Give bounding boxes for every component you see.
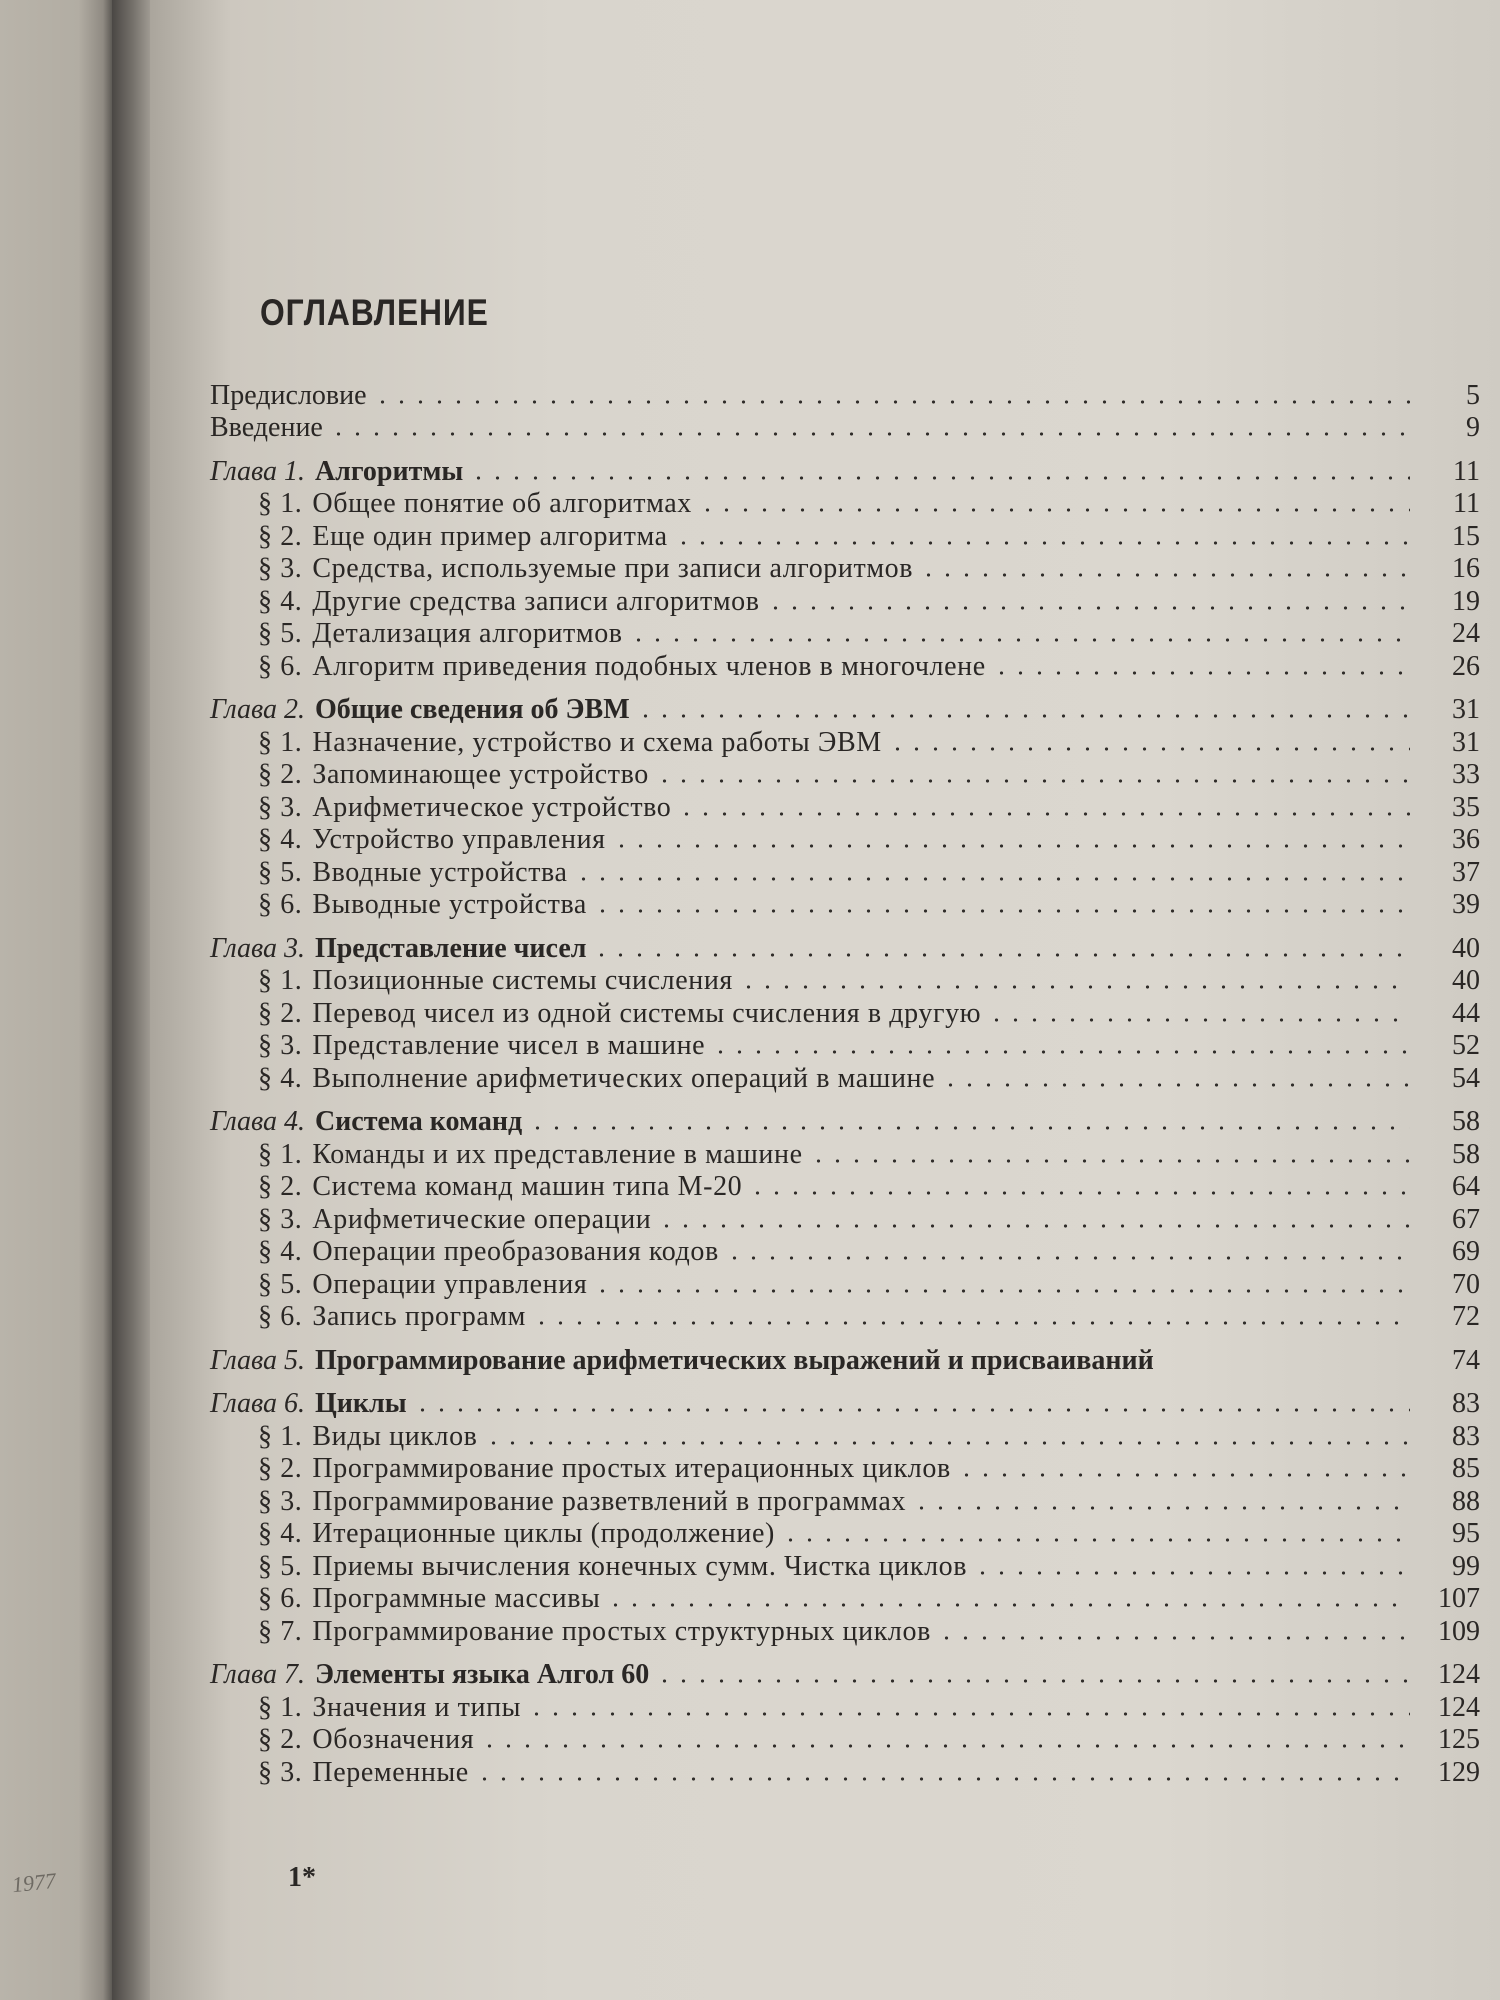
- page-number: 83: [1452, 1388, 1480, 1419]
- dot-leader: [480, 1743, 1410, 1749]
- toc-entry[interactable]: [210, 1138, 1480, 1171]
- section-title: Команды и их представление в машине: [312, 1138, 803, 1170]
- toc-entry[interactable]: [210, 889, 1480, 922]
- toc-entry[interactable]: [210, 1420, 1480, 1453]
- dot-leader: [987, 1017, 1410, 1023]
- dot-leader: [612, 843, 1410, 849]
- toc-entry[interactable]: [210, 1236, 1480, 1269]
- section-title: Перевод чисел из одной системы счисления в другую: [312, 997, 982, 1029]
- chapter-prefix: Глава 1.: [210, 455, 305, 487]
- page-number: 39: [1452, 889, 1480, 920]
- section-title: Программирование простых итерационных циклов: [312, 1453, 951, 1484]
- section-title: Операции управления: [312, 1268, 588, 1300]
- section-heading: [210, 857, 568, 889]
- section-mark: § 2.: [258, 520, 303, 552]
- chapter-heading: [210, 694, 630, 726]
- section-title: Выполнение арифметических операций в машине: [312, 1062, 936, 1094]
- toc-entry[interactable]: [210, 1691, 1480, 1724]
- chapter-heading: [210, 933, 586, 965]
- chapter-prefix: Глава 5.: [210, 1344, 305, 1376]
- dot-leader: [528, 1125, 1410, 1131]
- section-heading: [210, 965, 733, 997]
- dot-leader: [941, 1082, 1410, 1088]
- section-heading: [210, 1269, 587, 1301]
- page-number: 109: [1438, 1615, 1480, 1647]
- section-title: Переменные: [312, 1756, 469, 1788]
- toc-entry[interactable]: [210, 1485, 1480, 1518]
- section-heading: [210, 1518, 775, 1550]
- toc-entry[interactable]: [210, 1268, 1480, 1301]
- page-number: 15: [1452, 520, 1480, 552]
- section-title: Виды циклов: [312, 1420, 478, 1452]
- chapter-title: Программирование арифметических выражений и присваиваний: [314, 1344, 1154, 1376]
- toc-entry[interactable]: [210, 1453, 1480, 1486]
- section-title: Приемы вычисления конечных сумм. Чистка циклов: [312, 1550, 968, 1582]
- page-number: 52: [1452, 1030, 1480, 1061]
- page-number: 9: [1466, 412, 1480, 443]
- dot-leader: [484, 1440, 1411, 1446]
- section-title: Запись программ: [312, 1301, 526, 1332]
- page-number: 88: [1452, 1485, 1480, 1517]
- section-title: Итерационные циклы (продолжение): [312, 1518, 775, 1549]
- section-mark: § 3.: [258, 791, 303, 823]
- dot-leader: [593, 1288, 1410, 1294]
- toc-entry[interactable]: [210, 455, 1480, 488]
- section-title: Алгоритм приведения подобных членов в многочлене: [312, 650, 986, 682]
- toc-entry[interactable]: [210, 965, 1480, 998]
- section-mark: § 1.: [258, 965, 303, 996]
- toc-entry[interactable]: [210, 694, 1480, 727]
- chapter-title: Циклы: [314, 1388, 407, 1419]
- page-number: 64: [1452, 1171, 1480, 1202]
- section-title: Позиционные системы счисления: [312, 965, 733, 996]
- section-mark: § 6.: [258, 1583, 303, 1614]
- page-number: 33: [1452, 759, 1480, 790]
- section-mark: § 6.: [258, 889, 303, 920]
- section-title: Общее понятие об алгоритмах: [312, 488, 692, 519]
- toc-entry[interactable]: [210, 726, 1480, 759]
- page-number: 44: [1452, 997, 1480, 1029]
- toc-entry[interactable]: [210, 1724, 1480, 1757]
- section-mark: § 2.: [258, 1724, 303, 1755]
- page-number: 58: [1452, 1138, 1480, 1170]
- chapter-prefix: Глава 7.: [210, 1659, 305, 1690]
- section-heading: [210, 1692, 521, 1724]
- section-mark: § 3.: [258, 1030, 303, 1061]
- chapter-heading: [210, 1106, 522, 1138]
- toc-entry[interactable]: [210, 488, 1480, 521]
- section-heading: [210, 998, 981, 1030]
- section-mark: § 4.: [258, 824, 303, 855]
- section-heading: [210, 521, 668, 553]
- section-mark: § 3.: [258, 1756, 303, 1788]
- toc-entry[interactable]: [210, 759, 1480, 792]
- dot-leader: [373, 399, 1410, 405]
- section-mark: § 1.: [258, 1138, 303, 1170]
- book-gutter: [112, 0, 150, 2000]
- section-heading: [210, 1757, 469, 1789]
- section-title: Вводные устройства: [312, 856, 568, 888]
- section-heading: [210, 651, 986, 683]
- section-mark: § 5.: [258, 1550, 303, 1582]
- section-mark: § 3.: [258, 1485, 303, 1517]
- page-number: 83: [1452, 1420, 1480, 1452]
- section-heading: [210, 824, 606, 856]
- page-number: 26: [1452, 650, 1480, 682]
- toc-entry[interactable]: [210, 650, 1480, 683]
- page-number: 31: [1452, 726, 1480, 758]
- chapter-heading: [210, 456, 463, 488]
- toc-entry[interactable]: [210, 824, 1480, 857]
- section-mark: § 4.: [258, 585, 303, 617]
- section-heading: [210, 1453, 951, 1485]
- toc-entry[interactable]: [210, 1615, 1480, 1648]
- chapter-prefix: Глава 4.: [210, 1106, 305, 1137]
- section-title: Назначение, устройство и схема работы ЭВМ: [312, 726, 882, 758]
- section-mark: § 5.: [258, 1268, 303, 1300]
- chapter-prefix: Глава 2.: [210, 694, 305, 725]
- section-mark: § 2.: [258, 759, 303, 790]
- page-number: 54: [1452, 1062, 1480, 1094]
- toc-entry[interactable]: [210, 1388, 1480, 1421]
- chapter-title: Общие сведения об ЭВМ: [314, 694, 630, 725]
- section-heading: [210, 1171, 742, 1203]
- toc-entry[interactable]: [210, 520, 1480, 553]
- toc-entry[interactable]: [210, 856, 1480, 889]
- page-number: 107: [1438, 1583, 1480, 1614]
- dot-leader: [592, 952, 1410, 958]
- section-heading: [210, 1421, 478, 1453]
- dot-leader: [973, 1570, 1410, 1576]
- section-title: Другие средства записи алгоритмов: [312, 585, 760, 617]
- section-mark: § 2.: [258, 1453, 303, 1484]
- section-mark: § 2.: [258, 997, 303, 1029]
- section-title: Средства, используемые при записи алгоритмов: [312, 553, 914, 584]
- dot-leader: [629, 637, 1410, 643]
- section-mark: § 3.: [258, 1203, 303, 1235]
- entry-label: Введение: [210, 412, 323, 443]
- dot-leader: [725, 1255, 1410, 1261]
- section-heading: [210, 618, 623, 650]
- page-number: 11: [1453, 455, 1480, 487]
- page-number: 16: [1452, 553, 1480, 584]
- toc-entry[interactable]: [210, 380, 1480, 412]
- section-heading: [210, 759, 649, 791]
- dot-leader: [532, 1320, 1410, 1326]
- dot-leader: [937, 1635, 1410, 1641]
- toc-entry[interactable]: [210, 553, 1480, 586]
- chapter-prefix: Глава 3.: [210, 932, 305, 964]
- dot-leader: [593, 908, 1410, 914]
- dot-leader: [475, 1776, 1410, 1782]
- toc-entry[interactable]: [210, 1030, 1480, 1063]
- chapter-title: Элементы языка Алгол 60: [314, 1659, 650, 1690]
- dot-leader: [636, 713, 1410, 719]
- section-title: Программирование разветвлений в программах: [312, 1485, 907, 1517]
- section-title: Представление чисел в машине: [312, 1030, 706, 1061]
- section-heading: [210, 1139, 803, 1171]
- section-mark: § 1.: [258, 1420, 303, 1452]
- page-number: 99: [1452, 1550, 1480, 1582]
- section-heading: [210, 1063, 935, 1095]
- toc-entry[interactable]: [210, 1171, 1480, 1204]
- page-number: 69: [1452, 1236, 1480, 1267]
- toc-entry[interactable]: [210, 618, 1480, 651]
- page-number: 129: [1438, 1756, 1480, 1788]
- dot-leader: [655, 778, 1410, 784]
- toc-entry[interactable]: [210, 1518, 1480, 1551]
- dot-leader: [1160, 1364, 1410, 1370]
- page-number: 72: [1452, 1301, 1480, 1332]
- toc-entry[interactable]: [210, 1301, 1480, 1334]
- section-mark: § 2.: [258, 1171, 303, 1202]
- section-title: Детализация алгоритмов: [312, 618, 623, 649]
- toc-entry[interactable]: [210, 1106, 1480, 1139]
- section-title: Арифметическое устройство: [312, 791, 672, 823]
- page-number: 58: [1452, 1106, 1480, 1137]
- page-number: 40: [1452, 932, 1480, 964]
- section-title: Еще один пример алгоритма: [312, 520, 668, 552]
- dot-leader: [469, 475, 1410, 481]
- toc-entry[interactable]: [210, 997, 1480, 1030]
- page-number: 35: [1452, 791, 1480, 823]
- dot-leader: [957, 1472, 1410, 1478]
- dot-leader: [606, 1602, 1410, 1608]
- section-mark: § 5.: [258, 618, 303, 649]
- section-heading: [210, 1616, 931, 1648]
- section-mark: § 7.: [258, 1615, 303, 1647]
- entry-label: Предисловие: [210, 380, 367, 411]
- page-number: 85: [1452, 1453, 1480, 1484]
- section-mark: § 6.: [258, 1301, 303, 1332]
- toc-entry[interactable]: [210, 1203, 1480, 1236]
- chapter-heading: [210, 1345, 1154, 1377]
- dot-leader: [888, 746, 1410, 752]
- dot-leader: [674, 540, 1410, 546]
- dot-leader: [919, 572, 1410, 578]
- dot-leader: [657, 1223, 1410, 1229]
- section-heading: [210, 1551, 967, 1583]
- section-mark: § 1.: [258, 726, 303, 758]
- dot-leader: [527, 1711, 1410, 1717]
- toc-entry[interactable]: [210, 412, 1480, 444]
- section-title: Программные массивы: [312, 1583, 601, 1614]
- section-heading: [210, 792, 671, 824]
- section-heading: [210, 553, 913, 585]
- section-title: Запоминающее устройство: [312, 759, 649, 790]
- dot-leader: [992, 670, 1410, 676]
- page-number: 24: [1452, 618, 1480, 649]
- section-heading: [210, 727, 882, 759]
- page-number: 124: [1438, 1691, 1480, 1723]
- dot-leader: [781, 1537, 1410, 1543]
- facing-page: [0, 0, 112, 2000]
- chapter-title: Система команд: [314, 1106, 523, 1137]
- page-number: 124: [1438, 1659, 1480, 1690]
- chapter-heading: [210, 1388, 407, 1420]
- section-mark: § 1.: [258, 1691, 303, 1723]
- toc-entry[interactable]: [210, 1062, 1480, 1095]
- dot-leader: [711, 1049, 1410, 1055]
- section-title: Арифметические операции: [312, 1203, 652, 1235]
- dot-leader: [809, 1158, 1410, 1164]
- section-title: Система команд машин типа М-20: [312, 1171, 743, 1202]
- toc-entry[interactable]: [210, 791, 1480, 824]
- dot-leader: [766, 605, 1410, 611]
- section-mark: § 4.: [258, 1062, 303, 1094]
- section-heading: [210, 488, 692, 520]
- dot-leader: [574, 876, 1410, 882]
- section-title: Выводные устройства: [312, 889, 587, 920]
- section-heading: [210, 586, 760, 618]
- dot-leader: [329, 431, 1410, 437]
- section-title: Значения и типы: [312, 1691, 522, 1723]
- toc-entry[interactable]: [210, 1756, 1480, 1789]
- page-number: 37: [1452, 856, 1480, 888]
- page-number: 95: [1452, 1518, 1480, 1549]
- page-number: 67: [1452, 1203, 1480, 1235]
- facing-page-year: 1977: [10, 1867, 58, 1898]
- page-number: 40: [1452, 965, 1480, 996]
- section-mark: § 5.: [258, 856, 303, 888]
- dot-leader: [698, 507, 1410, 513]
- page-number: 125: [1438, 1724, 1480, 1755]
- section-heading: [210, 1583, 600, 1615]
- section-heading: [210, 889, 587, 921]
- dot-leader: [413, 1407, 1410, 1413]
- section-mark: § 1.: [258, 488, 303, 519]
- toc-entry[interactable]: [210, 932, 1480, 965]
- toc-page: [150, 0, 1500, 2000]
- chapter-prefix: Глава 6.: [210, 1388, 305, 1419]
- chapter-title: Представление чисел: [314, 932, 587, 964]
- section-heading: [210, 1204, 651, 1236]
- toc-entry[interactable]: [210, 1344, 1480, 1377]
- dot-leader: [912, 1505, 1410, 1511]
- toc-entry[interactable]: [210, 1659, 1480, 1692]
- page-number: 19: [1452, 585, 1480, 617]
- page-number: 11: [1453, 488, 1480, 519]
- table-of-contents: [210, 380, 1480, 1789]
- section-mark: § 4.: [258, 1518, 303, 1549]
- page-number: 5: [1466, 380, 1480, 411]
- section-title: Операции преобразования кодов: [312, 1236, 719, 1267]
- toc-entry[interactable]: [210, 585, 1480, 618]
- section-heading: [210, 1301, 526, 1333]
- section-mark: § 3.: [258, 553, 303, 584]
- page-number: 70: [1452, 1268, 1480, 1300]
- section-heading: [210, 1486, 906, 1518]
- dot-leader: [677, 811, 1410, 817]
- page-title: ОГЛАВЛЕНИЕ: [260, 292, 489, 333]
- section-heading: [210, 1030, 705, 1062]
- page-number: 31: [1452, 694, 1480, 725]
- toc-entry[interactable]: [210, 1550, 1480, 1583]
- section-title: Устройство управления: [312, 824, 606, 855]
- section-mark: § 4.: [258, 1236, 303, 1267]
- dot-leader: [748, 1190, 1410, 1196]
- chapter-title: Алгоритмы: [314, 455, 464, 487]
- section-title: Обозначения: [312, 1724, 475, 1755]
- section-title: Программирование простых структурных циклов: [312, 1615, 931, 1647]
- section-mark: § 6.: [258, 650, 303, 682]
- page-number: 74: [1452, 1344, 1480, 1376]
- section-heading: [210, 1236, 719, 1268]
- dot-leader: [655, 1678, 1410, 1684]
- dot-leader: [739, 984, 1410, 990]
- toc-entry[interactable]: [210, 1583, 1480, 1616]
- page-number: 36: [1452, 824, 1480, 855]
- signature-mark: 1*: [288, 1862, 316, 1893]
- section-heading: [210, 1724, 474, 1756]
- chapter-heading: [210, 1659, 649, 1691]
